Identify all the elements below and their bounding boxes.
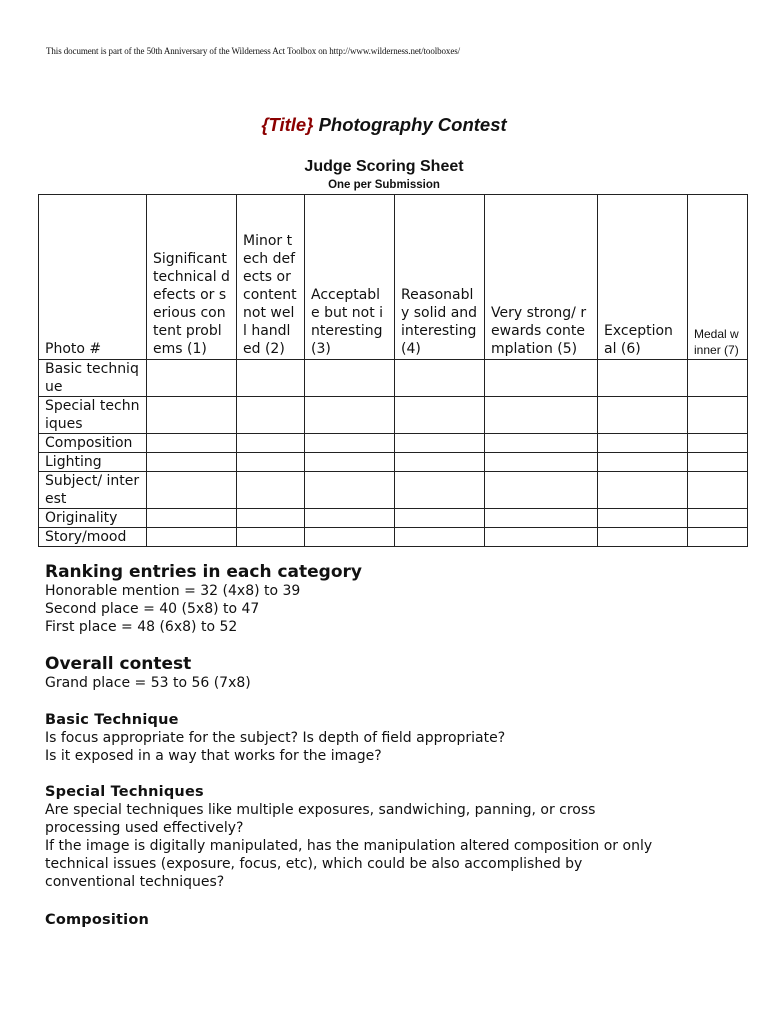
score-cell[interactable] xyxy=(305,509,395,528)
score-cell[interactable] xyxy=(395,453,485,472)
row-label: Basic technique xyxy=(39,360,147,397)
composition-heading: Composition xyxy=(45,912,150,928)
table-row xyxy=(39,360,748,397)
score-cell[interactable] xyxy=(688,453,748,472)
row-label: Originality xyxy=(39,509,147,528)
special-techniques-section xyxy=(45,783,652,891)
column-header: Exceptional (6) xyxy=(598,195,688,360)
score-cell[interactable] xyxy=(485,472,598,509)
overall-line: Grand place = 53 to 56 (7x8) xyxy=(45,675,251,691)
scoring-table xyxy=(38,194,748,547)
score-cell[interactable] xyxy=(147,509,237,528)
score-cell[interactable] xyxy=(237,509,305,528)
score-cell[interactable] xyxy=(305,453,395,472)
column-header: Significant technical defects or serious content problems (1) xyxy=(147,195,237,360)
ranking-section xyxy=(45,562,362,636)
column-header: Reasonably solid and interesting (4) xyxy=(395,195,485,360)
score-cell[interactable] xyxy=(598,360,688,397)
special-techniques-line: technical issues (exposure, focus, etc), which could be also accomplished by xyxy=(45,856,583,872)
row-label: Composition xyxy=(39,434,147,453)
table-row xyxy=(39,528,748,547)
title-placeholder: {Title} xyxy=(261,114,314,135)
ranking-line: Honorable mention = 32 (4x8) to 39 xyxy=(45,583,301,599)
score-cell[interactable] xyxy=(688,360,748,397)
score-cell[interactable] xyxy=(305,434,395,453)
score-cell[interactable] xyxy=(688,472,748,509)
table-row xyxy=(39,472,748,509)
basic-technique-heading: Basic Technique xyxy=(45,712,179,728)
score-cell[interactable] xyxy=(147,397,237,434)
table-row xyxy=(39,397,748,434)
column-header: Medal winner (7) xyxy=(688,195,748,360)
score-cell[interactable] xyxy=(598,472,688,509)
score-cell[interactable] xyxy=(395,528,485,547)
special-techniques-heading: Special Techniques xyxy=(45,784,204,800)
overall-heading: Overall contest xyxy=(45,654,192,674)
score-cell[interactable] xyxy=(395,434,485,453)
score-cell[interactable] xyxy=(395,360,485,397)
title-text: Photography Contest xyxy=(318,114,507,135)
score-cell[interactable] xyxy=(485,453,598,472)
score-cell[interactable] xyxy=(598,528,688,547)
special-techniques-line: If the image is digitally manipulated, has the manipulation altered composition or only xyxy=(45,838,653,854)
score-cell[interactable] xyxy=(237,360,305,397)
score-cell[interactable] xyxy=(237,528,305,547)
score-cell[interactable] xyxy=(305,528,395,547)
score-cell[interactable] xyxy=(688,434,748,453)
overall-section xyxy=(45,654,251,692)
special-techniques-line: conventional techniques? xyxy=(45,874,225,890)
score-cell[interactable] xyxy=(598,397,688,434)
sheet-subtitle: One per Submission xyxy=(328,179,440,191)
score-cell[interactable] xyxy=(147,434,237,453)
score-cell[interactable] xyxy=(147,453,237,472)
score-cell[interactable] xyxy=(598,509,688,528)
row-label: Lighting xyxy=(39,453,147,472)
table-row xyxy=(39,453,748,472)
row-label: Special techniques xyxy=(39,397,147,434)
ranking-line: First place = 48 (6x8) to 52 xyxy=(45,619,238,635)
score-cell[interactable] xyxy=(688,397,748,434)
score-cell[interactable] xyxy=(237,453,305,472)
score-cell[interactable] xyxy=(237,472,305,509)
score-cell[interactable] xyxy=(688,528,748,547)
score-cell[interactable] xyxy=(688,509,748,528)
ranking-line: Second place = 40 (5x8) to 47 xyxy=(45,601,260,617)
score-cell[interactable] xyxy=(485,509,598,528)
column-header: Very strong/ rewards contemplation (5) xyxy=(485,195,598,360)
basic-technique-line: Is focus appropriate for the subject? Is depth of field appropriate? xyxy=(45,730,506,746)
column-header: Minor tech defects or content not well handled (2) xyxy=(237,195,305,360)
score-cell[interactable] xyxy=(598,434,688,453)
score-cell[interactable] xyxy=(305,472,395,509)
score-cell[interactable] xyxy=(485,397,598,434)
document-title xyxy=(0,114,768,136)
special-techniques-line: Are special techniques like multiple exposures, sandwiching, panning, or cross xyxy=(45,802,596,818)
score-cell[interactable] xyxy=(485,528,598,547)
score-cell[interactable] xyxy=(147,472,237,509)
score-cell[interactable] xyxy=(485,434,598,453)
header-note: This document is part of the 50th Anniversary of the Wilderness Act Toolbox on http://www.wilderness.net/toolboxes/ xyxy=(46,46,461,56)
table-header-row xyxy=(39,195,748,360)
basic-technique-section xyxy=(45,711,505,765)
composition-section xyxy=(45,911,149,929)
column-header: Acceptable but not interesting (3) xyxy=(305,195,395,360)
table-row xyxy=(39,509,748,528)
column-header: Photo # xyxy=(39,195,147,360)
score-cell[interactable] xyxy=(305,360,395,397)
special-techniques-line: processing used effectively? xyxy=(45,820,244,836)
score-cell[interactable] xyxy=(395,397,485,434)
score-cell[interactable] xyxy=(237,434,305,453)
score-cell[interactable] xyxy=(147,360,237,397)
row-label: Subject/ interest xyxy=(39,472,147,509)
ranking-heading: Ranking entries in each category xyxy=(45,562,362,582)
table-row xyxy=(39,434,748,453)
score-cell[interactable] xyxy=(237,397,305,434)
sheet-title: Judge Scoring Sheet xyxy=(304,158,464,175)
score-cell[interactable] xyxy=(147,528,237,547)
score-cell[interactable] xyxy=(485,360,598,397)
basic-technique-line: Is it exposed in a way that works for the image? xyxy=(45,748,382,764)
score-cell[interactable] xyxy=(395,509,485,528)
row-label: Story/mood xyxy=(39,528,147,547)
score-cell[interactable] xyxy=(395,472,485,509)
score-cell[interactable] xyxy=(305,397,395,434)
score-cell[interactable] xyxy=(598,453,688,472)
